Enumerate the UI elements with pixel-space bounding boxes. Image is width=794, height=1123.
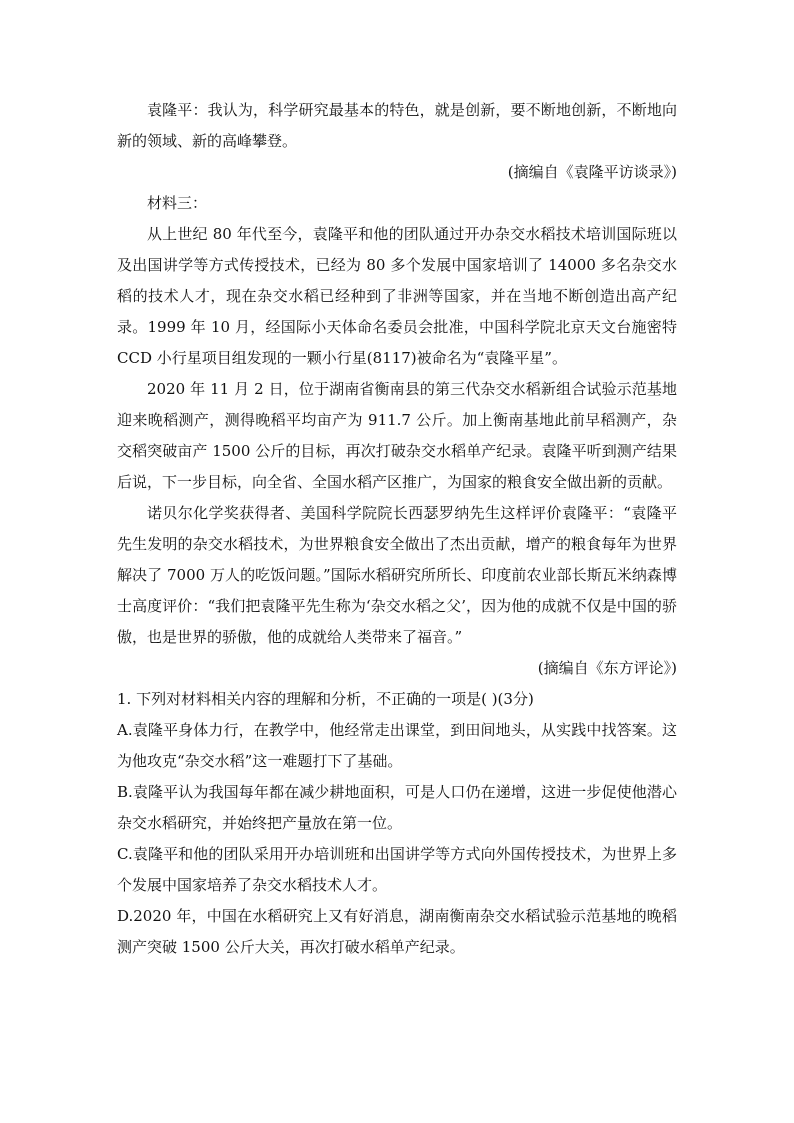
question-stem: 1. 下列对材料相关内容的理解和分析，不正确的一项是( )(3分) <box>117 690 534 708</box>
option-b: B.袁隆平认为我国每年都在减少耕地面积，可是人口仍在递增，这进一步促使他潜心杂交水稻研究，并始终把产量放在第一位。 <box>117 783 677 832</box>
option-d: D.2020 年，中国在水稻研究上又有好消息，湖南衡南杂交水稻试验示范基地的晚稻测产突破 1500 公斤大关，再次打破水稻单产纪录。 <box>117 907 677 956</box>
paragraph-evaluation: 诺贝尔化学奖获得者、美国科学院院长西瑟罗纳先生这样评价袁隆平：“袁隆平先生发明的杂交水稻技术，为世界粮食安全做出了杰出贡献，增产的粮食每年为世界解决了 7000 万人的吃饭问题。”国际水稻研究所所长、印度前农业部长斯瓦米纳森博士高度评价：“我们把袁隆平先生称为‘杂交水稻之父’，因为他的成就不仅是中国的骄傲，也是世界的骄傲，他的成就给人类带来了福音。” <box>117 504 677 646</box>
option-a: A.袁隆平身体力行，在教学中，他经常走出课堂，到田间地头，从实践中找答案。这为他攻克“杂交水稻”这一难题打下了基础。 <box>117 721 677 770</box>
source-citation-2: (摘编自《东方评论》) <box>537 659 677 677</box>
option-c: C.袁隆平和他的团队采用开办培训班和出国讲学等方式向外国传授技术，为世界上多个发展中国家培养了杂交水稻技术人才。 <box>117 845 677 894</box>
paragraph-2020-yield: 2020 年 11 月 2 日，位于湖南省衡南县的第三代杂交水稻新组合试验示范基地迎来晚稻测产，测得晚稻平均亩产为 911.7 公斤。加上衡南基地此前早稻测产，杂交稻突破亩产 1500 公斤的目标，再次打破杂交水稻单产纪录。袁隆平听到测产结果后说，下一步目标，向全省、全国水稻产区推广，为国家的粮食安全做出新的贡献。 <box>117 380 677 491</box>
paragraph-yuan-quote: 袁隆平：我认为，科学研究最基本的特色，就是创新，要不断地创新，不断地向新的领域、新的高峰攀登。 <box>117 101 677 150</box>
document-page <box>117 95 677 963</box>
material-three-heading: 材料三： <box>147 194 208 212</box>
source-citation-1: (摘编自《袁隆平访谈录》) <box>507 163 677 181</box>
paragraph-training: 从上世纪 80 年代至今，袁隆平和他的团队通过开办杂交水稻技术培训国际班以及出国讲学等方式传授技术，已经为 80 多个发展中国家培训了 14000 多名杂交水稻的技术人才，现在杂交水稻已经种到了非洲等国家，并在当地不断创造出高产纪录。1999 年 10 月，经国际小天体命名委员会批准，中国科学院北京天文台施密特 CCD 小行星项目组发现的一颗小行星(8117)被命名为“袁隆平星”。 <box>117 225 677 367</box>
